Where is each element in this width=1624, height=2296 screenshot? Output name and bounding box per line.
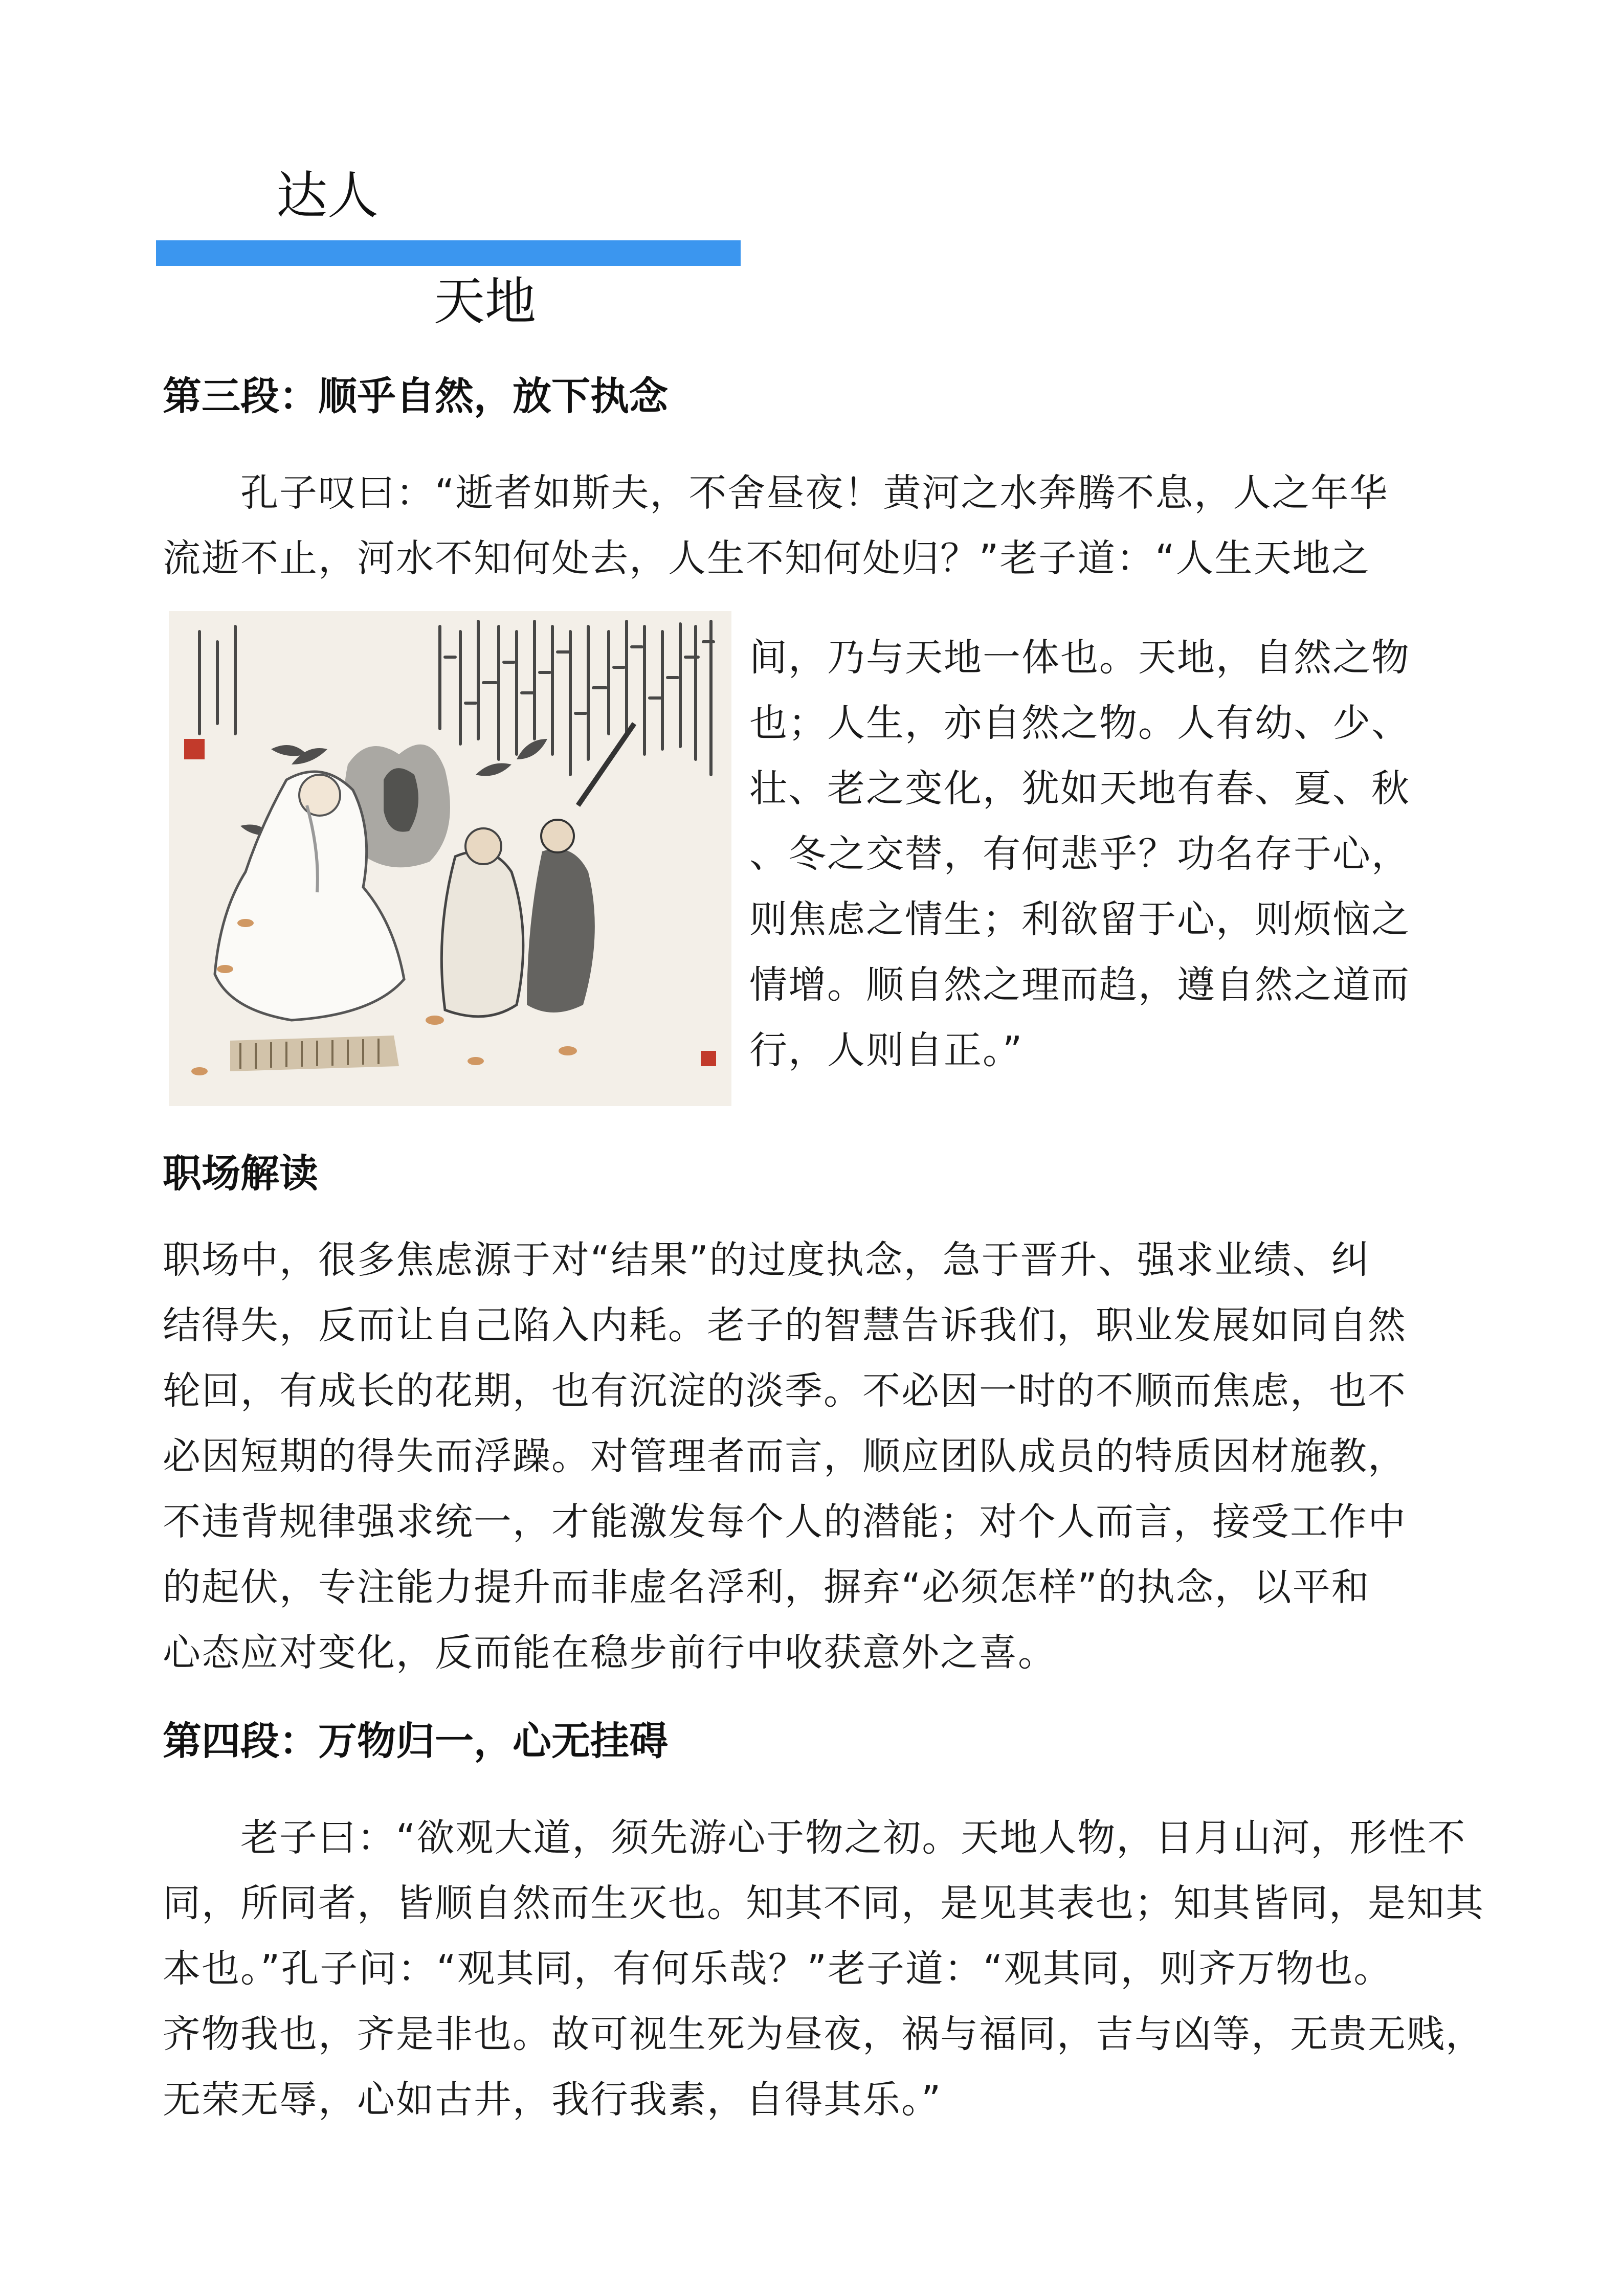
section3-line-1: 孔子叹曰：“逝者如斯夫，不舍昼夜！黄河之水奔腾不息，人之年华 xyxy=(163,471,1389,515)
page-title: 达人 xyxy=(276,166,379,226)
page-subtitle: 天地 xyxy=(434,272,536,331)
section3-wrap-line-4: 、冬之交替，有何悲乎？功名存于心， xyxy=(749,832,1410,876)
workplace-line-6: 的起伏，专注能力提升而非虚名浮利，摒弃“必须怎样”的执念，以平和 xyxy=(163,1565,1370,1609)
workplace-line-4: 必因短期的得失而浮躁。对管理者而言，顺应团队成员的特质因材施教， xyxy=(163,1434,1407,1478)
section4-line-4: 齐物我也，齐是非也。故可视生死为昼夜，祸与福同，吉与凶等，无贵无贱， xyxy=(163,2012,1484,2056)
section3-heading: 第三段：顺乎自然，放下执念 xyxy=(163,373,668,419)
painting-image xyxy=(169,611,731,1106)
workplace-line-3: 轮回，有成长的花期，也有沉淀的淡季。不必因一时的不顺而焦虑，也不 xyxy=(163,1369,1407,1413)
workplace-line-5: 不违背规律强求统一，才能激发每个人的潜能；对个人而言，接受工作中 xyxy=(163,1500,1407,1544)
workplace-line-2: 结得失，反而让自己陷入内耗。老子的智慧告诉我们，职业发展如同自然 xyxy=(163,1303,1407,1347)
section4-line-2: 同，所同者，皆顺自然而生灭也。知其不同，是见其表也；知其皆同，是知其 xyxy=(163,1881,1484,1925)
section3-wrap-line-5: 则焦虑之情生；利欲留于心，则烦恼之 xyxy=(749,897,1410,941)
section4-line-1: 老子曰：“欲观大道，须先游心于物之初。天地人物，日月山河，形性不 xyxy=(163,1816,1466,1860)
section3-wrap-line-1: 间，乃与天地一体也。天地，自然之物 xyxy=(749,636,1410,680)
workplace-line-1: 职场中，很多焦虑源于对“结果”的过度执念，急于晋升、强求业绩、纠 xyxy=(163,1238,1370,1282)
section4-line-3: 本也。”孔子问：“观其同，有何乐哉？”老子道：“观其同，则齐万物也。 xyxy=(163,1947,1393,1991)
workplace-line-7: 心态应对变化，反而能在稳步前行中收获意外之喜。 xyxy=(163,1631,1057,1675)
title-accent-bar xyxy=(156,240,741,266)
section4-heading: 第四段：万物归一，心无挂碍 xyxy=(163,1718,668,1764)
section3-wrap-line-3: 壮、老之变化，犹如天地有春、夏、秋 xyxy=(749,767,1410,811)
section3-wrap-line-2: 也；人生，亦自然之物。人有幼、少、 xyxy=(749,701,1410,745)
section3-wrap-line-7: 行，人则自正。” xyxy=(749,1028,1024,1072)
section3-line-2: 流逝不止，河水不知何处去，人生不知何处归？”老子道：“人生天地之 xyxy=(163,536,1370,580)
workplace-heading: 职场解读 xyxy=(163,1151,318,1196)
section3-wrap-line-6: 情增。顺自然之理而趋，遵自然之道而 xyxy=(749,963,1410,1007)
section4-line-5: 无荣无辱，心如古井，我行我素，自得其乐。” xyxy=(163,2078,942,2122)
